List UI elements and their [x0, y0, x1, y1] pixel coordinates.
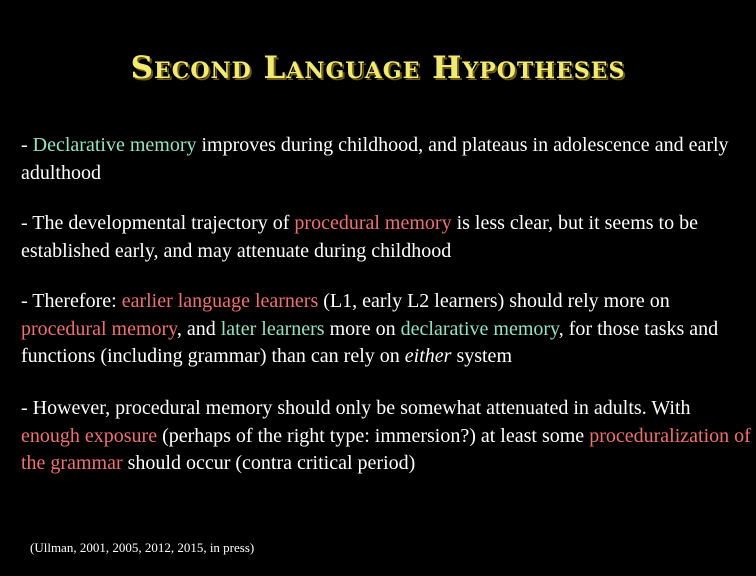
bullet-text: - The developmental trajectory of: [21, 212, 295, 234]
highlight-procedural-memory: procedural memory: [294, 212, 452, 234]
citation: (Ullman, 2001, 2005, 2012, 2015, in press): [30, 540, 255, 555]
highlight-enough-exposure: enough exposure: [21, 424, 158, 447]
highlight-proceduralization: proceduralization of the grammar: [21, 424, 751, 474]
bullet-text: -: [21, 134, 33, 156]
bullet-text: , and: [176, 317, 221, 340]
bullet-text: (L1, early L2 learners) should rely more on: [318, 290, 670, 312]
highlight-earlier-learners: earlier language learners: [121, 290, 319, 312]
bullet-text: - However, procedural memory should only be somewhat attenuated in adults. With: [21, 397, 691, 419]
highlight-later-learners: later learners: [220, 317, 325, 340]
slide-title: Second Language Hypotheses: [130, 50, 626, 86]
bullet-text: is less clear, but it seems to be established early, and may attenuate during childhood: [21, 212, 698, 262]
highlight-declarative-memory: Declarative memory: [32, 134, 197, 156]
highlight-declarative-memory: declarative memory: [400, 317, 559, 340]
bullet-therefore: [21, 288, 751, 371]
bullet-text: should occur (contra critical period): [122, 452, 416, 474]
bullet-text: , for those tasks and functions (including grammar) than can rely on: [21, 317, 719, 367]
bullet-however: [21, 395, 751, 478]
bullet-declarative-memory: [21, 132, 751, 187]
bullet-text: improves during childhood, and plateaus in adolescence and early adulthood: [21, 134, 729, 184]
bullet-text: more on: [324, 317, 401, 340]
emphasis-either: either: [404, 345, 452, 367]
bullet-text: system: [451, 345, 512, 367]
bullet-procedural-memory: [21, 210, 751, 265]
highlight-procedural-memory: procedural memory: [21, 317, 177, 340]
bullet-text: (perhaps of the right type: immersion?) at least some: [157, 424, 590, 447]
bullet-text: - Therefore:: [21, 290, 122, 312]
